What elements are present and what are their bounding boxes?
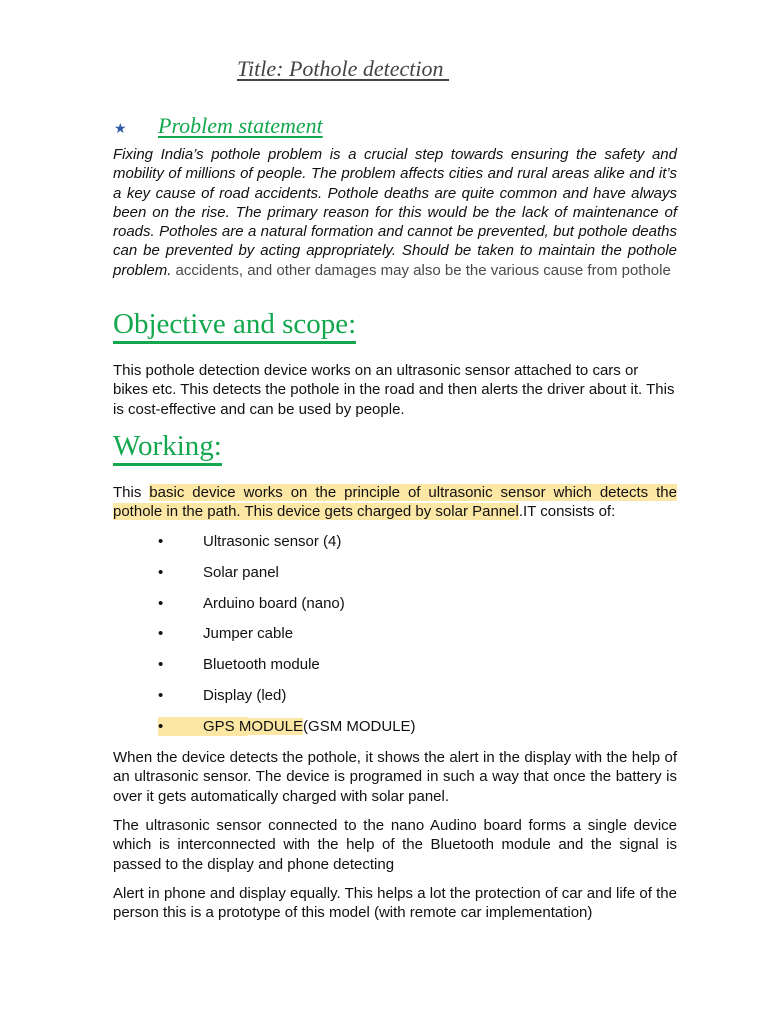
component-label: Solar panel [203, 563, 279, 581]
problem-statement-text: Fixing India’s pothole problem is a crucial step towards ensuring the safety and mobility of millions of people. The problem affects cities and rural areas alike and it’s a key cause of road accidents. Pothole deaths are quite common and have always been on the rise. The primary reason for this would be the lack of maintenance of roads. Potholes are a natural formation and cannot be prevented, but pothole deaths can be prevented by acting appropriately. Should be taken to maintain the pothole problem. [113, 146, 677, 279]
problem-statement-heading: Problem statement [158, 113, 323, 138]
bullet-icon: • [158, 686, 164, 704]
detection-paragraph: When the device detects the pothole, it shows the alert in the display with the help of an ultrasonic sensor. The device is programed in such a way that once the battery is over it gets automatically charged with solar panel. [113, 749, 677, 805]
bullet-icon: • [158, 533, 164, 550]
bullet-icon: • [158, 563, 164, 581]
title-text: Pothole detection [288, 56, 444, 81]
list-item [113, 624, 673, 655]
problem-statement-paragraph [113, 145, 677, 280]
list-item [113, 532, 673, 563]
working-intro-highlight: basic device works on the principle of ultrasonic sensor which detects the pothole in the path. This device gets charged by solar Pannel [113, 484, 677, 521]
working-heading-text: Working: [113, 430, 222, 466]
alert-paragraph: Alert in phone and display equally. This helps a lot the protection of car and life of the person this is a prototype of this model (with remote car implementation) [113, 885, 677, 922]
bullet-icon: • [158, 594, 164, 612]
component-label: Bluetooth module [203, 656, 320, 674]
bullet-icon: • [158, 717, 248, 736]
working-intro-tail: .IT consists of: [518, 503, 616, 521]
list-item [113, 563, 673, 594]
gsm-module-label: (GSM MODULE) [303, 717, 416, 735]
component-label [203, 717, 416, 736]
sensor-paragraph: The ultrasonic sensor connected to the nano Audino board forms a single device which is interconnected with the help of the Bluetooth module and the signal is passed to the display and phone detecting [113, 817, 677, 873]
working-intro-plain: This [113, 484, 150, 501]
list-item [113, 594, 673, 625]
working-heading [113, 430, 222, 463]
title-colon: : [276, 56, 284, 81]
bullet-icon: • [158, 656, 164, 674]
component-label: Jumper cable [203, 625, 294, 643]
objective-heading-text: Objective and scope: [113, 308, 356, 344]
objective-paragraph: This pothole detection device works on an ultrasonic sensor attached to cars or bikes etc. This detects the pothole in the road and then alerts the driver about it. This is cost-effective and can be used by people. [113, 362, 675, 418]
working-intro-paragraph [113, 483, 677, 522]
problem-statement-trailing-text: accidents, and other damages may also be the various cause from pothole [171, 261, 671, 279]
gps-module-label: GPS MODULE [203, 717, 304, 735]
list-item [113, 717, 673, 748]
list-item [113, 686, 673, 717]
component-label: Arduino board (nano) [203, 594, 345, 612]
component-label: Ultrasonic sensor (4) [203, 533, 342, 550]
title-label: Title [237, 56, 277, 81]
objective-heading [113, 308, 356, 341]
component-label: Display (led) [203, 686, 287, 704]
page-title [237, 56, 449, 82]
list-item [113, 655, 673, 686]
bullet-icon: • [158, 625, 164, 643]
star-icon: ★ [114, 120, 127, 136]
components-list [113, 532, 673, 748]
